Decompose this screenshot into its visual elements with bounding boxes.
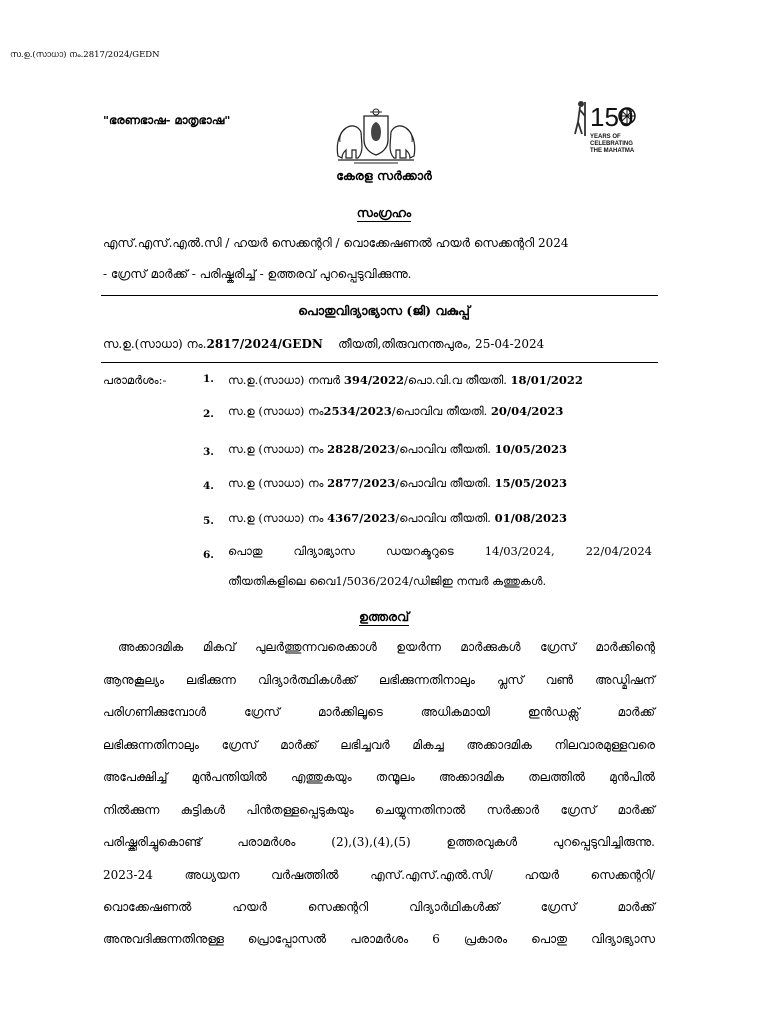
reference-number: 2. [203, 408, 214, 420]
order-number-prefix: സ.ഉ.(സാധാ) നം. [103, 337, 207, 351]
reference-item-6-line-2: തീയതികളിലെ വൈ1/5036/2024/ഡിജിഇ നമ്പർ കത്തുകൾ. [228, 574, 547, 588]
logo-line-1: YEARS OF [590, 134, 621, 140]
reference-code: 2877/2023 [327, 476, 396, 490]
official-language-slogan: "ഭരണഭാഷ- മാതൃഭാഷ" [103, 113, 231, 127]
logo-line-2: CELEBRATING [590, 141, 633, 147]
abstract-heading [0, 205, 768, 221]
reference-date: 01/08/2023 [494, 511, 567, 525]
logo-line-3: THE MAHATMA [590, 148, 635, 154]
kerala-state-emblem-icon [334, 106, 418, 164]
reference-pre: സ.ഉ (സാധാ) നം [228, 404, 324, 418]
order-body-line: പരിഷ്ക്കരിച്ചുകൊണ്ട് പരാമർശം (2),(3),(4),(5) ഉത്തരവുകൾ പുറപ്പെടുവിച്ചിരുന്നു. [103, 835, 655, 849]
order-number-line [103, 337, 544, 352]
order-date: തീയതി,തിരുവനന്തപുരം, 25-04-2024 [338, 337, 545, 351]
reference-item-5 [228, 511, 567, 526]
divider [101, 295, 658, 296]
reference-code: 2828/2023 [327, 442, 396, 456]
government-title: കേരള സർക്കാർ [336, 168, 432, 183]
order-body-line: വൊക്കേഷണൽ ഹയർ സെക്കന്ററി വിദ്യാർഥികൾക്ക് ഗ്രേസ് മാർക്ക് [103, 900, 655, 914]
reference-pre: സ.ഉ (സാധാ) നം [228, 511, 328, 525]
reference-pre: സ.ഉ (സാധാ) നം [228, 476, 328, 490]
reference-number: 5. [203, 515, 214, 527]
abstract-heading-text: സംഗ്രഹം [356, 205, 412, 220]
reference-item-4 [228, 476, 567, 491]
logo-150-text: 150 [590, 102, 634, 132]
reference-number: 1. [203, 373, 214, 385]
subject-line-2: - ഗ്രേസ് മാർക്ക് - പരിഷ്കരിച്ച് - ഉത്തരവ് പുറപ്പെടുവിക്കുന്നു. [103, 267, 412, 281]
reference-number: 4. [203, 480, 214, 492]
order-body-line: നിൽക്കുന്ന കുട്ടികൾ പിൻതള്ളപ്പെടുകയും ചെയ്യുന്നതിനാൽ സർക്കാർ ഗ്രേസ് മാർക്ക് [103, 803, 655, 817]
reference-date: 15/05/2023 [494, 476, 567, 490]
reference-post: /പൊവിവ തീയതി. [395, 442, 495, 456]
reference-item-6-line-1: പൊതു വിദ്യാഭ്യാസ ഡയറക്ടറുടെ 14/03/2024, 22/04/2024 [228, 544, 652, 558]
order-body-line: 2023-24 അധ്യയന വർഷത്തിൽ എസ്.എസ്.എൽ.സി/ ഹയർ സെക്കന്ററി/ [103, 868, 655, 882]
reference-date: 18/01/2022 [510, 373, 583, 387]
reference-number: 3. [203, 446, 214, 458]
order-heading-text: ഉത്തരവ് [358, 609, 410, 624]
reference-code: 4367/2023 [327, 511, 396, 525]
gandhi-150-logo [572, 96, 658, 158]
reference-date: 20/04/2023 [490, 404, 564, 418]
reference-item-3 [228, 442, 567, 457]
divider [101, 362, 658, 363]
reference-pre: സ.ഉ.(സാധാ) നമ്പർ [228, 373, 344, 387]
reference-date: 10/05/2023 [494, 442, 567, 456]
order-body-line: ലഭിക്കുന്നതിനാലും ഗ്രേസ് മാർക്ക് ലഭിച്ചവർ മികച്ച അക്കാദമിക നിലവാരമുള്ളവരെ [103, 738, 655, 752]
order-body-line: അക്കാദമിക മികവ് പുലർത്തുന്നവരെക്കാൾ ഉയർന്ന മാർക്കുകൾ ഗ്രേസ് മാർക്കിന്റെ [118, 640, 655, 654]
reference-post: /പൊവിവ തീയതി. [391, 404, 491, 418]
references-label: പരാമർശം:- [103, 373, 167, 387]
order-body-line: ആനുകൂല്യം ലഭിക്കുന്ന വിദ്യാർത്ഥികൾക്ക് ലഭിക്കുന്നതിനാലും പ്ലസ് വൺ അഡ്മിഷന് [103, 673, 655, 687]
reference-pre: സ.ഉ (സാധാ) നം [228, 442, 328, 456]
reference-post: /പൊ.വി.വ തീയതി. [404, 373, 511, 387]
order-body-line: അനുവദിക്കുന്നതിനുള്ള പ്രൊപ്പോസൽ പരാമർശം 6 പ്രകാരം പൊതു വിദ്യാഭ്യാസ [103, 932, 655, 946]
reference-post: /പൊവിവ തീയതി. [395, 511, 495, 525]
order-body-line: അപേക്ഷിച്ച് മുൻപന്തിയിൽ എത്തുകയും തന്മൂലം അക്കാദമിക തലത്തിൽ മുൻപിൽ [103, 770, 655, 784]
reference-item-2 [228, 404, 563, 419]
reference-number: 6. [203, 549, 214, 561]
reference-code: 394/2022 [343, 373, 405, 387]
order-number-code: 2817/2024/GEDN [206, 337, 323, 351]
reference-item-1 [228, 373, 583, 388]
order-body-line: പരിഗണിക്കുമ്പോൾ ഗ്രേസ് മാർക്കിലൂടെ അധികമായി ഇൻഡക്സ് മാർക്ക് [103, 705, 655, 719]
subject-line-1: എസ്.എസ്.എൽ.സി / ഹയർ സെക്കന്ററി / വൊക്കേഷണൽ ഹയർ സെക്കന്ററി 2024 [103, 236, 569, 250]
file-reference: സ.ഉ.(സാധാ) നം.2817/2024/GEDN [10, 50, 160, 60]
reference-post: /പൊവിവ തീയതി. [395, 476, 495, 490]
department-title: പൊതുവിദ്യാഭ്യാസ (ജി) വകുപ്പ് [298, 303, 470, 318]
order-heading [0, 609, 768, 625]
reference-code: 2534/2023 [323, 404, 392, 418]
